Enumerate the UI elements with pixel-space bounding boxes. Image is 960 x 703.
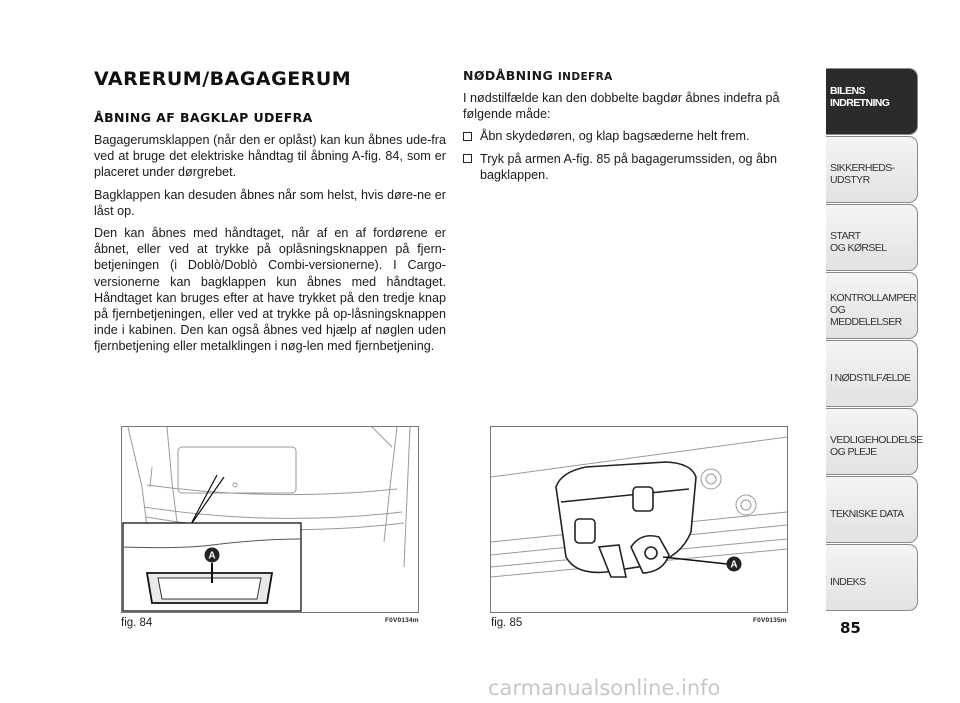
figure-85-caption: fig. 85: [491, 617, 523, 629]
paragraph: Den kan åbnes med håndtaget, når af en af fordørene er åbnet, eller ved at trykke på oplåsningsknappen på fjern-betjeningen (i Doblò/Doblò Combi-versionerne). I Cargo-versionerne kan bagklappen kun åbnes med håndtaget. Håndtaget kan bruges efter at have trykket på den tredje knap på fjernbetjeningen, eller ved at trykke på op-låsningsknappen inde i kabinen. Den kan også åbnes ved hjælp af nøglen uden fjernbetjening eller metalklingen i nøg-len med fjernbetjening.: [94, 226, 446, 354]
callout-a-label: A: [730, 559, 738, 571]
list-item-text: Åbn skydedøren, og klap bagsæderne helt frem.: [480, 129, 750, 144]
tab-start-og-korsel[interactable]: START OG KØRSEL: [826, 204, 918, 271]
right-column: [463, 68, 815, 189]
paragraph: Bagagerumsklappen (når den er oplåst) kan kun åbnes ude-fra ved at bruge det elektriske håndtag til åbning A-fig. 84, som er placeret under dørgrebet.: [94, 133, 446, 180]
tab-i-nodstilfaelde[interactable]: I NØDSTILFÆLDE: [826, 340, 918, 407]
checkbox-bullet-icon: [463, 132, 472, 141]
tab-indeks[interactable]: INDEKS: [826, 544, 918, 611]
tailgate-handle-illustration: [122, 427, 418, 612]
figure-85-code: F0V0135m: [753, 617, 787, 624]
figure-84: [121, 426, 419, 613]
subsection-title: ÅBNING AF BAGKLAP UDEFRA: [94, 110, 313, 125]
watermark-url: carmanualsonline.info: [488, 676, 721, 700]
figure-85: [490, 426, 788, 613]
tab-vedligeholdelse[interactable]: VEDLIGEHOLDELSE OG PLEJE: [826, 408, 918, 475]
section-title: VARERUM/BAGAGERUM: [94, 68, 352, 90]
figure-84-caption: fig. 84: [121, 617, 153, 629]
tab-bilens-indretning[interactable]: BILENS INDRETNING: [826, 68, 918, 135]
emergency-title-small: INDEFRA: [557, 71, 613, 83]
emergency-title: [463, 68, 815, 83]
tab-sikkerhedsudstyr[interactable]: SIKKERHEDS- UDSTYR: [826, 136, 918, 203]
emergency-title-main: NØDÅBNING: [463, 68, 554, 83]
callout-a-label: A: [208, 550, 216, 562]
tab-kontrollamper[interactable]: KONTROLLAMPER OG MEDDELELSER: [826, 272, 918, 339]
paragraph: Bagklappen kan desuden åbnes når som helst, hvis døre-ne er låst op.: [94, 187, 446, 218]
list-item: [463, 128, 815, 144]
list-item: [463, 151, 815, 183]
intro-paragraph: I nødstilfælde kan den dobbelte bagdør åbnes indefra på følgende måde:: [463, 91, 780, 122]
list-item-text: Tryk på armen A-fig. 85 på bagagerumssiden, og åbn bagklappen.: [480, 151, 778, 182]
chapter-sidebar: [826, 68, 923, 612]
tab-tekniske-data[interactable]: TEKNISKE DATA: [826, 476, 918, 543]
left-column: [94, 132, 446, 361]
checkbox-bullet-icon: [463, 154, 472, 163]
figure-84-code: F0V0134m: [385, 617, 419, 624]
page-number: 85: [840, 619, 861, 637]
emergency-release-illustration: [491, 427, 787, 612]
